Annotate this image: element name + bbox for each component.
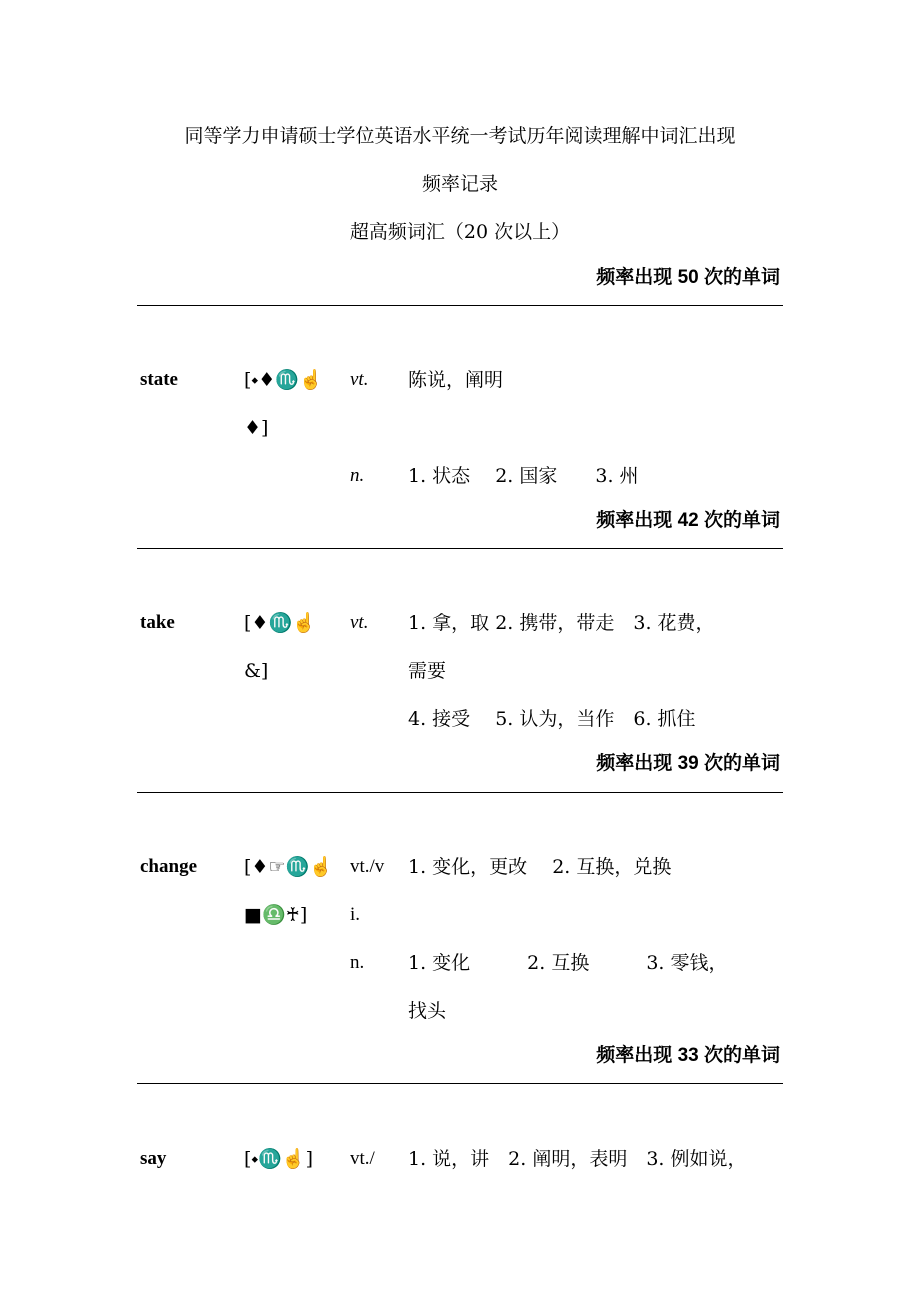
frequency-heading-50: 频率出现 50 次的单词 bbox=[596, 267, 780, 288]
pos-change-vt-vi-cont: i. bbox=[350, 904, 361, 925]
document-title-line2: 频率记录 bbox=[421, 173, 498, 195]
headword-take: take bbox=[140, 612, 175, 633]
definition-take-line2: 需要 bbox=[408, 660, 447, 682]
divider-rule bbox=[137, 548, 783, 549]
section-subtitle: 超高频词汇（20 次以上） bbox=[349, 221, 571, 243]
pos-state-vt: vt. bbox=[350, 369, 369, 390]
definition-say-line1: 1. 说，讲 2. 阐明，表明 3. 例如说， bbox=[408, 1148, 747, 1170]
definition-change-v: 1. 变化，更改 2. 互换，兑换 bbox=[408, 856, 672, 878]
pos-say-vt: vt./ bbox=[350, 1148, 375, 1169]
pos-change-vt-vi: vt./v bbox=[350, 856, 385, 877]
phonetic-change-line2: ■♎♰] bbox=[244, 904, 308, 926]
phonetic-take-line2: &] bbox=[244, 660, 269, 682]
frequency-heading-39: 频率出现 39 次的单词 bbox=[596, 753, 780, 774]
definition-change-n-line2: 找头 bbox=[408, 1000, 447, 1022]
phonetic-take-line1: [♦♏☝ bbox=[244, 612, 316, 634]
headword-change: change bbox=[140, 856, 197, 877]
phonetic-say: [⬩♏☝] bbox=[244, 1148, 313, 1170]
definition-state-n: 1. 状态 2. 国家 3. 州 bbox=[408, 465, 639, 487]
frequency-heading-42: 频率出现 42 次的单词 bbox=[596, 510, 780, 531]
phonetic-state-line2: ♦] bbox=[244, 417, 269, 439]
phonetic-change-line1: [♦☞♏☝ bbox=[244, 856, 333, 878]
headword-say: say bbox=[140, 1148, 167, 1169]
divider-rule bbox=[137, 305, 783, 306]
definition-state-vt: 陈说，阐明 bbox=[408, 369, 504, 391]
definition-take-line3: 4. 接受 5. 认为，当作 6. 抓住 bbox=[408, 708, 696, 730]
definition-take-line1: 1. 拿，取 2. 携带，带走 3. 花费， bbox=[408, 612, 715, 634]
document-title-line1: 同等学力申请硕士学位英语水平统一考试历年阅读理解中词汇出现 bbox=[184, 125, 736, 147]
frequency-heading-33: 频率出现 33 次的单词 bbox=[596, 1045, 780, 1066]
phonetic-state-line1: [⬩♦♏☝ bbox=[244, 369, 323, 391]
pos-state-n: n. bbox=[350, 465, 365, 486]
headword-state: state bbox=[140, 369, 178, 390]
divider-rule bbox=[137, 792, 783, 793]
divider-rule bbox=[137, 1083, 783, 1084]
pos-change-n: n. bbox=[350, 952, 365, 973]
pos-take-vt: vt. bbox=[350, 612, 369, 633]
definition-change-n-line1: 1. 变化 2. 互换 3. 零钱， bbox=[408, 952, 728, 974]
